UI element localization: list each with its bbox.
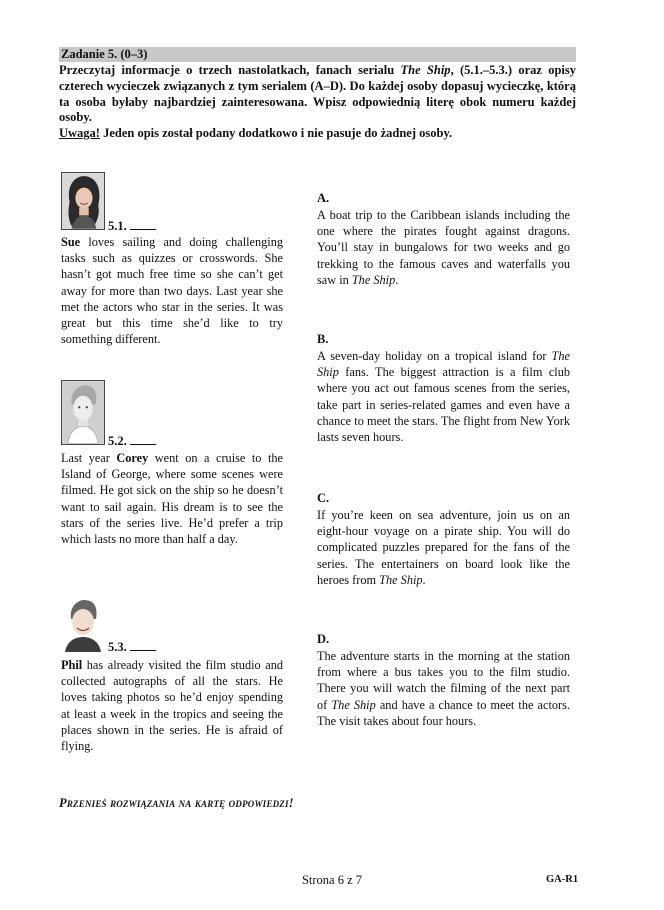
answer-blank-5-3[interactable] bbox=[130, 640, 156, 651]
offer-d-letter: D. bbox=[317, 632, 330, 646]
task-warning: Uwaga! Jeden opis został podany dodatkowo i nie pasuje do żadnej osoby. bbox=[59, 126, 453, 140]
boy-portrait-icon bbox=[61, 597, 105, 652]
transfer-answers-note: Przenieś rozwiązania na kartę odpowiedzi! bbox=[59, 796, 294, 810]
series-title: The Ship bbox=[379, 572, 423, 587]
task-instructions: Przeczytaj informacje o trzech nastolatkach, fanach serialu The Ship, (5.1.–5.3.) oraz opisy czterech wycieczek związanych z tym serialem (A–D). Do każdej osoby dopasuj wycieczkę, którą ta osoba byłaby najbardziej zainteresowana. Wpisz odpowiednią literę obok numeru każdej osoby. bbox=[59, 63, 577, 125]
offer-b-text: A seven-day holiday on a tropical island for The Ship fans. The biggest attraction is a film club where you act out famous scenes from the series, take part in series-related games and even have a chance to meet the stars. The flight from New York lasts seven hours. bbox=[317, 349, 570, 445]
page-number: Strona 6 z 7 bbox=[301, 873, 363, 887]
person-name: Sue bbox=[61, 235, 81, 249]
boy-photo bbox=[61, 380, 105, 445]
person-5-2-description: Last year Corey went on a cruise to the Island of George, where some scenes were filmed. He got sick on the ship so he doesn’t want to sail again. His dream is to see the stars of the series live. He’d prefer a trip which lasts no more than half a day. bbox=[61, 451, 283, 547]
person-5-3-description: Phil has already visited the film studio and collected autographs of all the stars. He loves taking photos so he’d enjoy spending at least a week in the tropics and seeing the places shown in the series. He is afraid of flying. bbox=[61, 658, 283, 754]
person-5-1-description: Sue loves sailing and doing challenging tasks such as quizzes or crosswords. She hasn’t got much free time so she can’t get away for more than two days. Last year she met the actors who star in the series. It was great but this time she’d like to try something different. bbox=[61, 235, 283, 347]
person-name: Corey bbox=[116, 451, 149, 465]
offer-c-text: If you’re keen on sea adventure, join us on an eight-hour voyage on a pirate ship. You will do complicated puzzles prepared for the fans of the series. The entertainers on board look like the heroes from The Ship. bbox=[317, 508, 570, 587]
exam-code: GA-R1 bbox=[546, 874, 579, 885]
offer-d-text: The adventure starts in the morning at the station from where a bus takes you to the film studio. There you will watch the filming of the next part of The Ship and have a chance to meet the actors. The visit takes about four hours. bbox=[317, 649, 570, 728]
series-title: The Ship bbox=[351, 272, 396, 287]
offer-a-letter: A. bbox=[317, 191, 330, 205]
series-title: The Ship bbox=[317, 349, 570, 380]
girl-photo bbox=[61, 172, 105, 230]
boy-portrait-icon bbox=[62, 381, 104, 444]
task-header: Zadanie 5. (0–3) bbox=[59, 47, 576, 62]
person-name: Phil bbox=[61, 658, 83, 672]
girl-portrait-icon bbox=[62, 173, 104, 229]
offer-b-letter: B. bbox=[317, 332, 329, 346]
series-title: The Ship bbox=[331, 697, 376, 712]
offer-a-text: A boat trip to the Caribbean islands including the one where the pirates fought against dragons. You’ll stay in bungalows for two weeks and go trekking to the famous caves and waterfalls you saw in The Ship. bbox=[317, 208, 570, 287]
person-5-1-label: 5.1. bbox=[108, 219, 156, 234]
person-5-2-label: 5.2. bbox=[108, 434, 156, 449]
boy-photo-2 bbox=[61, 597, 105, 652]
answer-blank-5-2[interactable] bbox=[130, 434, 156, 445]
person-5-3-label: 5.3. bbox=[108, 640, 156, 655]
warning-label: Uwaga! bbox=[59, 126, 100, 140]
answer-blank-5-1[interactable] bbox=[130, 219, 156, 230]
offer-c-letter: C. bbox=[317, 491, 330, 505]
series-title: The Ship bbox=[400, 63, 451, 77]
